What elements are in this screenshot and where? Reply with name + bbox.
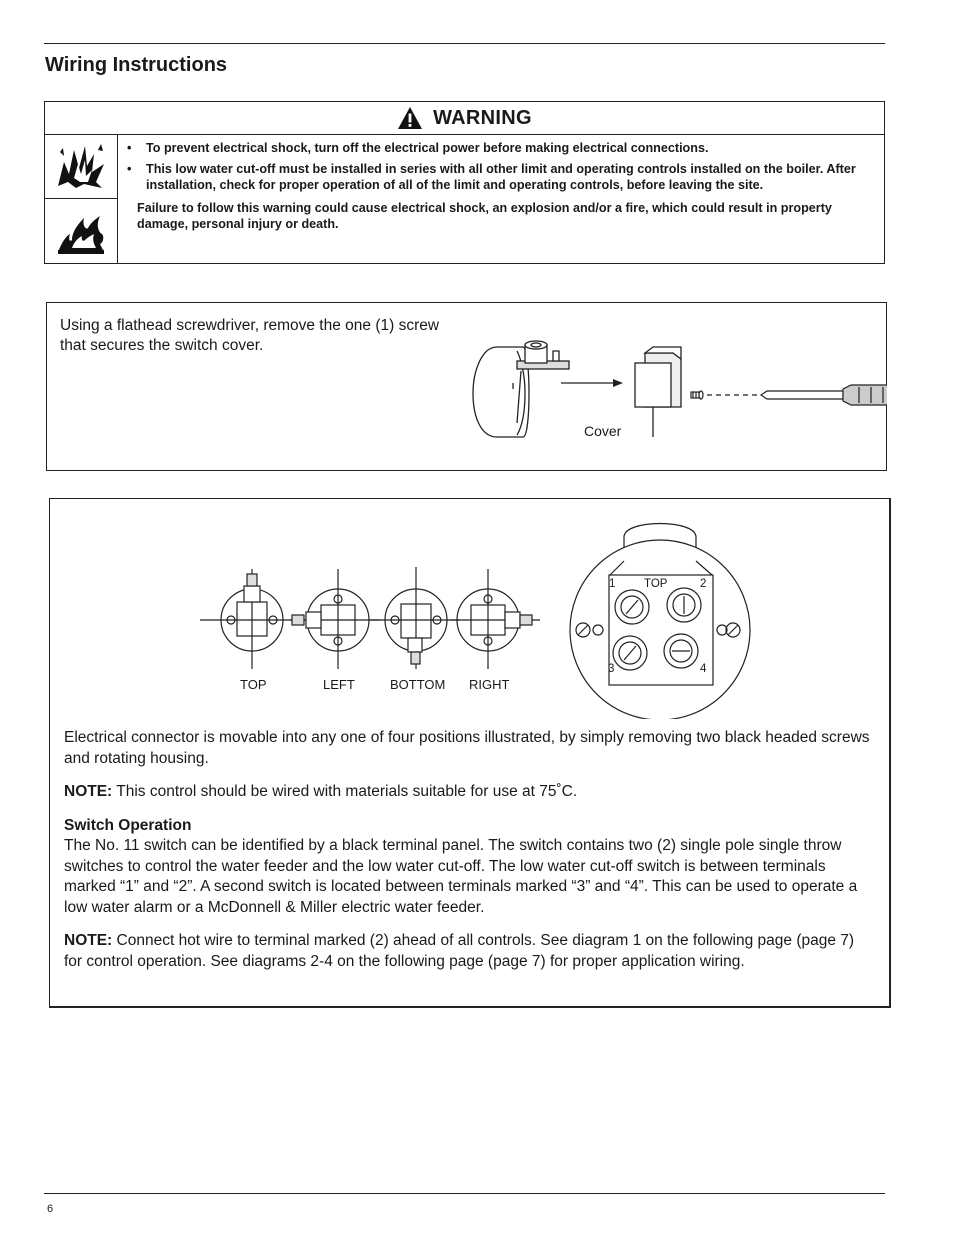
note-text: This control should be wired with materials suitable for use at 75˚C. bbox=[116, 783, 578, 800]
warning-bullet-text: This low water cut-off must be installed in series with all other limit and operating controls installed on the boiler. After installation, check for proper operation of all of the limit and operating controls, before leaving the site. bbox=[146, 161, 856, 192]
warning-triangle-icon bbox=[397, 106, 423, 130]
switch-operation-heading: Switch Operation bbox=[64, 817, 192, 834]
connector-position-diagrams bbox=[190, 519, 910, 719]
movable-connector-text: Electrical connector is movable into any one of four positions illustrated, by simply removing two black headed screws and rotating housing. bbox=[64, 729, 870, 767]
fire-icon bbox=[54, 206, 108, 256]
warning-text bbox=[125, 140, 865, 233]
connector-left-diagram bbox=[290, 569, 380, 669]
terminal-panel-top-label: TOP bbox=[644, 578, 668, 590]
position-label-top: TOP bbox=[240, 677, 267, 692]
switch-cover bbox=[635, 347, 681, 437]
connector-right-diagram bbox=[450, 569, 540, 669]
terminal-label-2: 2 bbox=[700, 578, 707, 590]
screwdriver-icon bbox=[761, 385, 887, 405]
note-label: NOTE: bbox=[64, 932, 113, 949]
terminal-label-4: 4 bbox=[700, 663, 707, 675]
switch-operation-text: The No. 11 switch can be identified by a black terminal panel. The switch contains two (2) single pole single throw switches to control the water feeder and the low water cut-off. The low water cut-off switch is between terminals marked “1” and “2”. A second switch is located between terminals marked “3” and “4”. This can be used to operate a low water alarm or a McDonnell & Miller electric water feeder. bbox=[64, 837, 858, 916]
terminal-panel-diagram bbox=[570, 524, 750, 720]
warning-icon-column bbox=[45, 135, 118, 263]
connector-top-diagram bbox=[200, 569, 300, 669]
warning-failure-text: Failure to follow this warning could cause electrical shock, an explosion and/or a fire, which could result in property damage, personal injury or death. bbox=[137, 200, 832, 231]
connector-box bbox=[49, 498, 891, 1008]
connector-bottom-diagram bbox=[370, 567, 460, 669]
note-hot-wire bbox=[64, 931, 874, 972]
warning-box bbox=[44, 101, 885, 264]
cover-label: Cover bbox=[584, 423, 622, 439]
warning-bullet: • This low water cut-off must be installed in series with all other limit and operating controls installed on the boiler. After installation, check for proper operation of all of the limit and operating controls, before leaving the site. bbox=[125, 161, 865, 194]
cover-removal-box bbox=[46, 302, 887, 471]
page-number: 6 bbox=[47, 1203, 54, 1215]
top-rule bbox=[44, 43, 885, 44]
terminal-label-1: 1 bbox=[609, 578, 616, 590]
note-wiring-materials bbox=[64, 782, 874, 803]
note-text: Connect hot wire to terminal marked (2) ahead of all controls. See diagram 1 on the following page (page 7) for control operation. See diagrams 2-4 on the following page (page 7) for proper application wiring. bbox=[64, 932, 855, 970]
warning-bullet: • To prevent electrical shock, turn off the electrical power before making electrical connections. bbox=[127, 141, 709, 155]
warning-header bbox=[45, 102, 884, 135]
screw-icon bbox=[691, 391, 703, 399]
explosion-icon bbox=[54, 142, 108, 192]
terminal-label-3: 3 bbox=[608, 663, 615, 675]
warning-bullet-text: To prevent electrical shock, turn off the electrical power before making electrical connections. bbox=[146, 141, 709, 155]
position-label-right: RIGHT bbox=[469, 677, 510, 692]
position-label-bottom: BOTTOM bbox=[390, 677, 446, 692]
warning-heading: WARNING bbox=[433, 106, 532, 129]
cover-removal-illustration bbox=[467, 333, 887, 473]
fire-icon-cell bbox=[45, 199, 117, 262]
note-label: NOTE: bbox=[64, 783, 113, 800]
explosion-icon-cell bbox=[45, 135, 117, 199]
cover-step-text: Using a flathead screwdriver, remove the one (1) screw that secures the switch cover. bbox=[60, 317, 440, 354]
page-title: Wiring Instructions bbox=[45, 54, 228, 76]
position-label-left: LEFT bbox=[323, 677, 355, 692]
bottom-rule bbox=[44, 1193, 885, 1194]
